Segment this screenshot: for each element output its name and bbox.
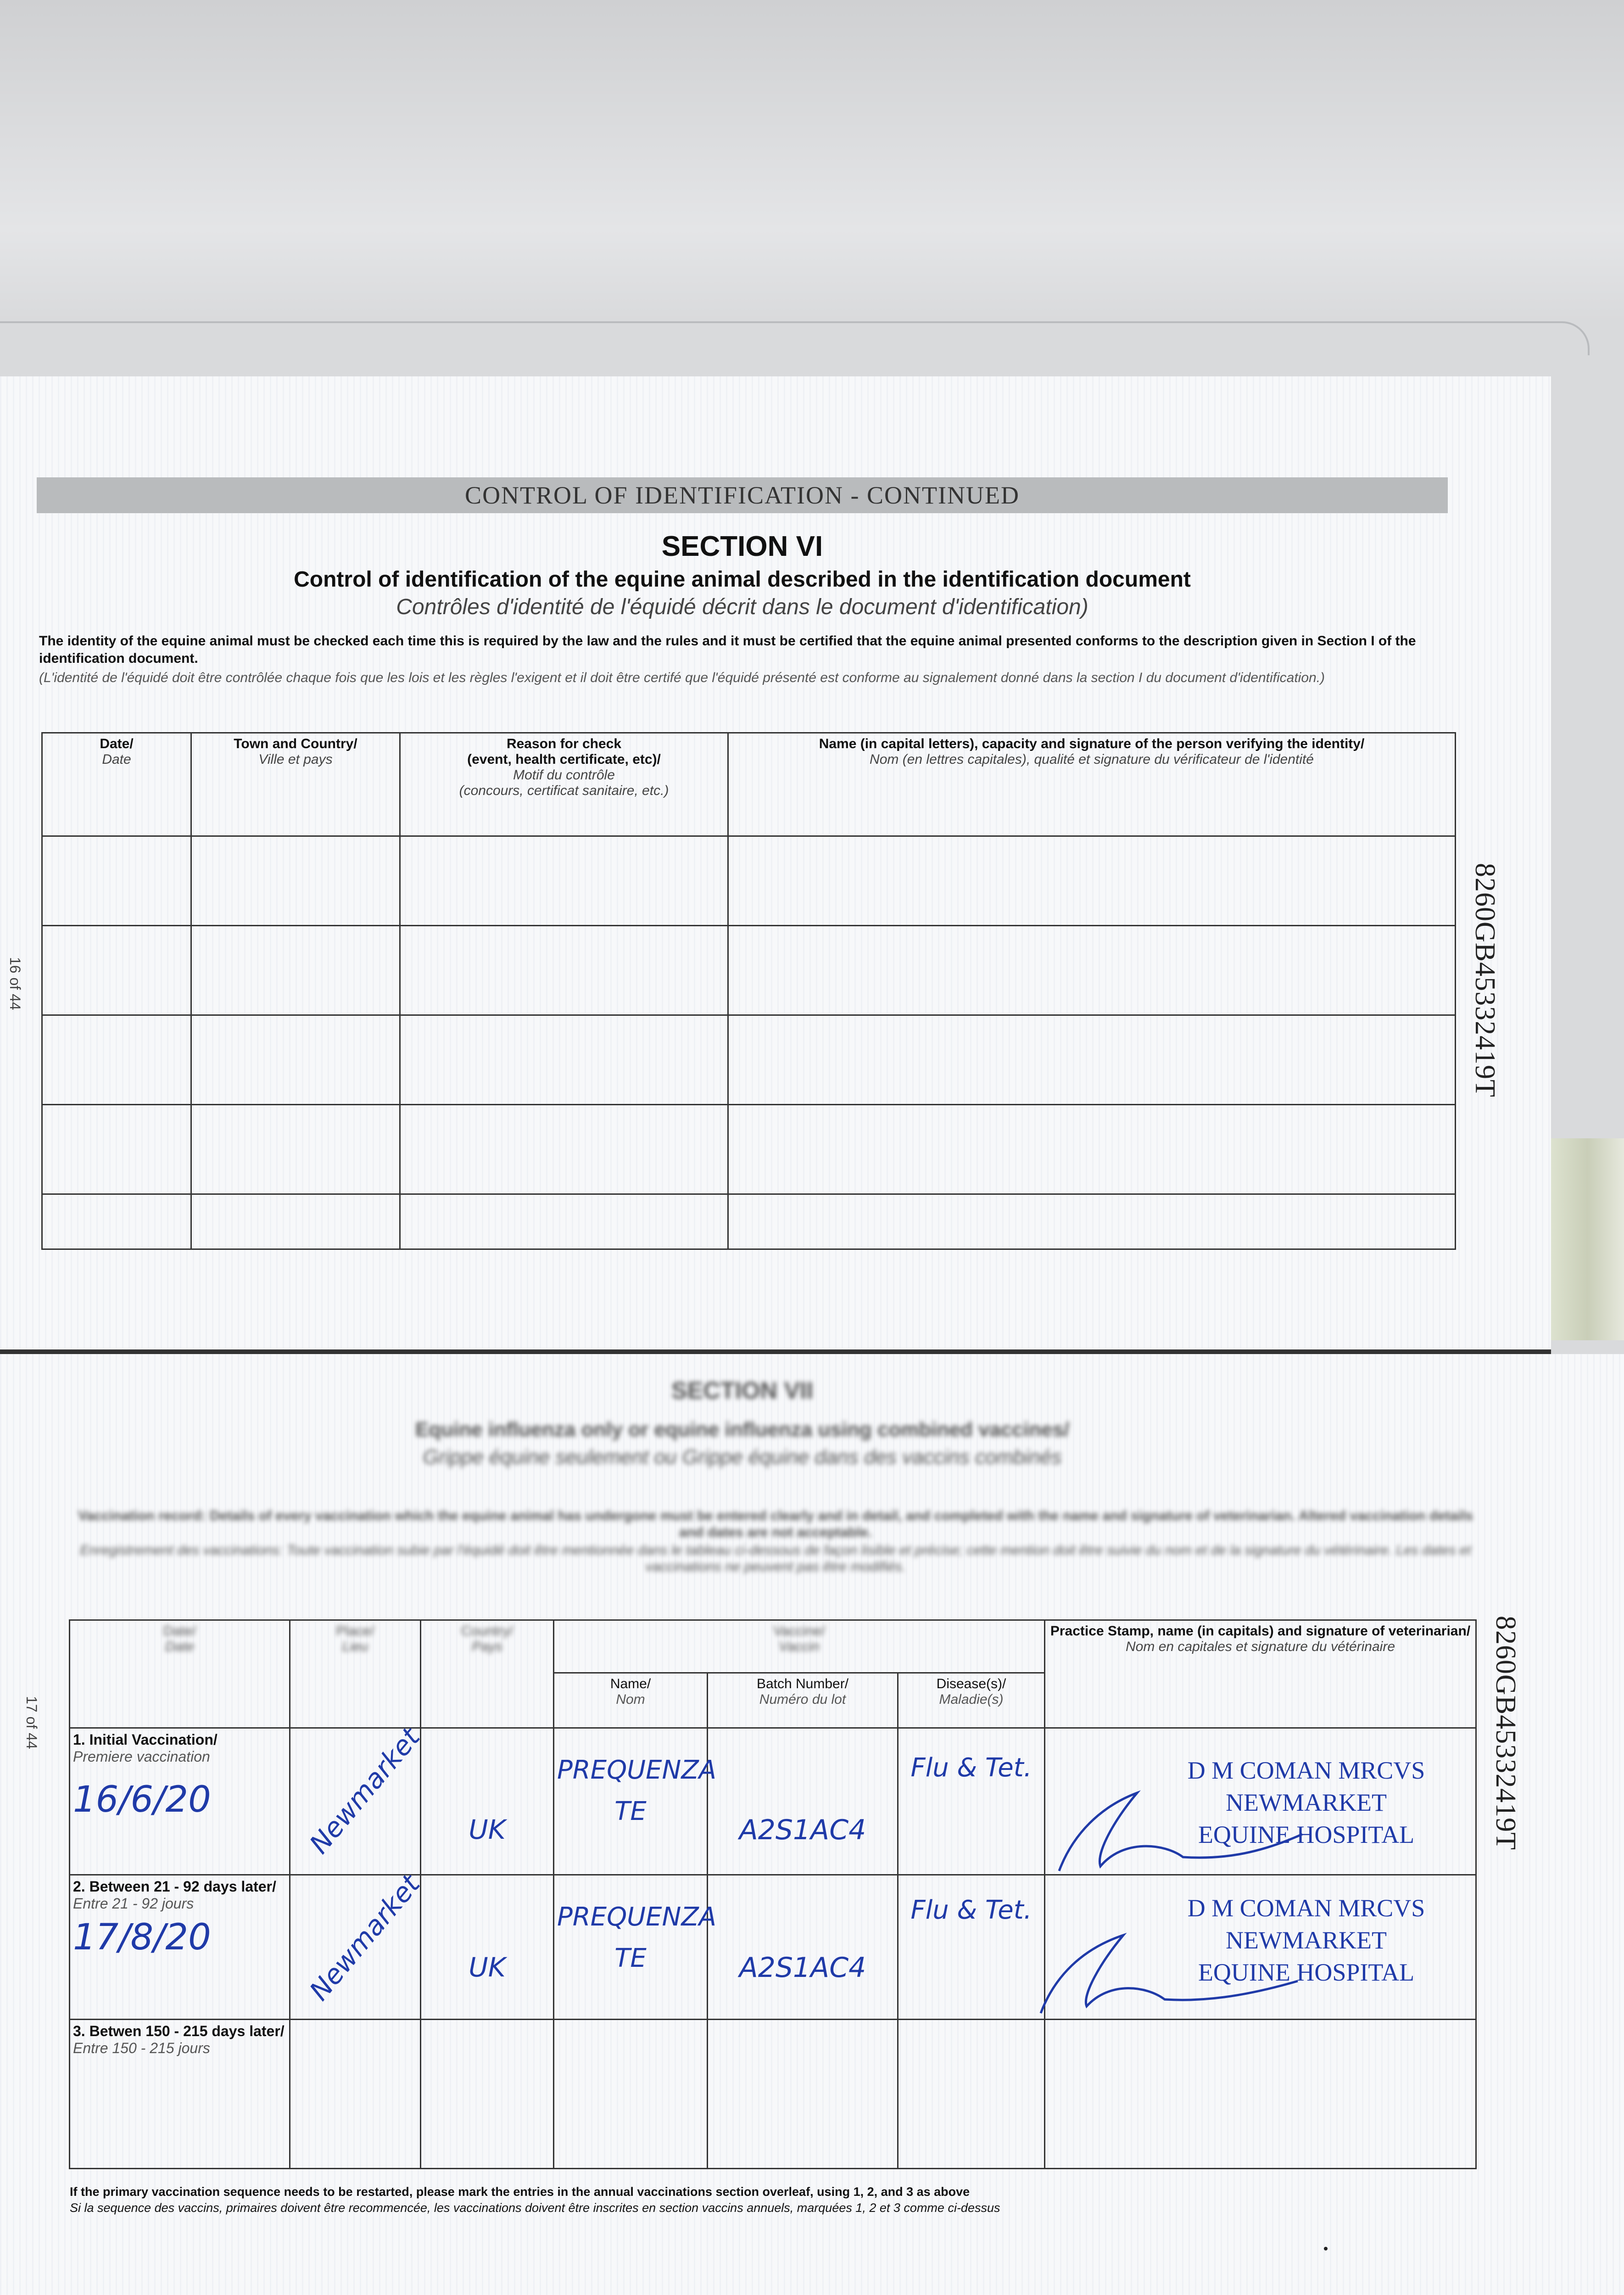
speck bbox=[1324, 2247, 1328, 2250]
table-row bbox=[42, 836, 1456, 926]
vaccination-intro-fr: Enregistrement des vaccinations: Toute vaccination subie par l'équidé doit être mentionnée dans le tableau ci-dessous de façon lisible et précise; cette mention doit être suivie du nom et de la signature du vétérinaire. Les dates et vaccinations ne peuvent pas être modifiés. bbox=[80, 1543, 1471, 1574]
place-cell: Newmarket bbox=[290, 1728, 421, 1875]
row-label: 3. Betwen 150 - 215 days later/ Entre 150 - 215 jours bbox=[70, 2020, 290, 2169]
header-disease: Disease(s)/ Maladie(s) bbox=[898, 1673, 1045, 1728]
country-cell bbox=[421, 2020, 554, 2169]
vaccination-date: 16/6/20 bbox=[73, 1779, 211, 1820]
table-row bbox=[42, 1015, 1456, 1105]
table-row bbox=[42, 926, 1456, 1015]
page-number: 17 of 44 bbox=[23, 1696, 40, 1749]
header-vaccine-name: Name/ Nom bbox=[554, 1673, 708, 1728]
table-row bbox=[42, 1105, 1456, 1194]
vaccine-name-cell bbox=[554, 2020, 708, 2169]
section-title-fr: Grippe équine seulement ou Grippe équine dans des vaccins combinés bbox=[423, 1446, 1062, 1468]
section-title: Control of identification of the equine animal described in the identification document bbox=[294, 567, 1191, 592]
vet-stamp-cell bbox=[1045, 2020, 1476, 2169]
batch-cell: A2S1AC4 bbox=[708, 1875, 898, 2020]
intro-text: The identity of the equine animal must be checked each time this is required by the law and the rules and it must be certified that the equine animal presented conforms to the description given in Section I of the identification document. bbox=[39, 633, 1416, 666]
disease-cell: Flu & Tet. bbox=[898, 1728, 1045, 1875]
section-title-fr: Contrôles d'identité de l'équidé décrit dans le document d'identification) bbox=[396, 595, 1088, 619]
header-date: Date/ Date bbox=[70, 1620, 290, 1728]
vet-signature bbox=[1045, 1779, 1330, 1880]
vaccination-row-third bbox=[70, 2020, 1476, 2169]
place-cell: Newmarket bbox=[290, 1875, 421, 2020]
header-country: Country/ Pays bbox=[421, 1620, 554, 1728]
identification-check-table bbox=[41, 732, 1456, 1250]
batch-cell bbox=[708, 2020, 898, 2169]
vaccination-row-second bbox=[70, 1875, 1476, 2020]
page-edge bbox=[1551, 1138, 1624, 1340]
section-title: Equine influenza only or equine influenza using combined vaccines/ bbox=[415, 1418, 1070, 1441]
vet-stamp-cell bbox=[1045, 1728, 1476, 1875]
vet-stamp: D M COMAN MRCVS NEWMARKET EQUINE HOSPITAL bbox=[1187, 1894, 1425, 1986]
table-header-row bbox=[70, 1620, 1476, 1673]
vet-stamp-cell bbox=[1045, 1875, 1476, 2020]
header-batch: Batch Number/ Numéro du lot bbox=[708, 1673, 898, 1728]
vet-stamp: D M COMAN MRCVS NEWMARKET EQUINE HOSPITAL bbox=[1187, 1757, 1425, 1848]
vaccine-name-cell: PREQUENZA TE bbox=[554, 1875, 708, 2020]
country-cell: UK bbox=[421, 1875, 554, 2020]
plastic-sleeve-edge bbox=[0, 321, 1590, 355]
disease-cell: Flu & Tet. bbox=[898, 1875, 1045, 2020]
row-label: 2. Between 21 - 92 days later/ Entre 21 - 92 jours 17/8/20 bbox=[70, 1875, 290, 2020]
intro-text-fr: (L'identité de l'équidé doit être contrôlée chaque fois que les lois et les règles l'exigent et il doit être certifé que l'équidé présenté est conforme au signalement donné dans la section I du document d'identification.) bbox=[39, 670, 1325, 685]
vaccination-row-initial bbox=[70, 1728, 1476, 1875]
header-stamp: Practice Stamp, name (in capitals) and signature of veterinarian/ Nom en capitales et signature du vétérinaire bbox=[1045, 1620, 1476, 1728]
footnote: If the primary vaccination sequence needs to be restarted, please mark the entries in the annual vaccinations section overleaf, using 1, 2, and 3 as above bbox=[70, 2185, 970, 2199]
page-number: 16 of 44 bbox=[7, 957, 23, 1010]
passport-id-vertical: 8260GB45332419T bbox=[1490, 1616, 1521, 1850]
header-vaccine: Vaccine/ Vaccin bbox=[554, 1620, 1045, 1673]
country-cell: UK bbox=[421, 1728, 554, 1875]
footnote-fr: Si la sequence des vaccins, primaires doivent être recommencée, les vaccinations doivent être inscrites en section vaccins annuels, marquées 1, 2 et 3 comme ci-dessus bbox=[70, 2201, 1000, 2215]
place-cell bbox=[290, 2020, 421, 2169]
vaccination-table bbox=[69, 1619, 1477, 2169]
batch-cell: A2S1AC4 bbox=[708, 1728, 898, 1875]
vaccine-name-cell: PREQUENZA TE bbox=[554, 1728, 708, 1875]
section-band: CONTROL OF IDENTIFICATION - CONTINUED bbox=[37, 477, 1448, 513]
vaccination-intro: Vaccination record: Details of every vaccination which the equine animal has undergone must be entered clearly and in detail, and completed with the name and signature of veterinarian. Altered vaccination details and dates are not acceptable. bbox=[78, 1508, 1473, 1540]
header-reason: Reason for check (event, health certificate, etc)/ Motif du contrôle (concours, certificat sanitaire, etc.) bbox=[400, 733, 728, 836]
header-place: Place/ Lieu bbox=[290, 1620, 421, 1728]
table-row bbox=[42, 1194, 1456, 1249]
vaccination-date: 17/8/20 bbox=[73, 1917, 211, 1958]
disease-cell bbox=[898, 2020, 1045, 2169]
header-name-signature: Name (in capital letters), capacity and signature of the person verifying the identity/ Nom (en lettres capitales), qualité et signature du vérificateur de l'identité bbox=[728, 733, 1456, 836]
vet-signature bbox=[1027, 1917, 1330, 2018]
table-header-row bbox=[42, 733, 1456, 836]
passport-id-vertical: 8260GB45332419T bbox=[1469, 863, 1501, 1097]
section-heading: SECTION VII bbox=[671, 1377, 814, 1404]
row-label: 1. Initial Vaccination/ Premiere vaccination 16/6/20 bbox=[70, 1728, 290, 1875]
header-town-country: Town and Country/ Ville et pays bbox=[191, 733, 400, 836]
header-date: Date/ Date bbox=[42, 733, 191, 836]
section-heading: SECTION VI bbox=[661, 531, 823, 562]
